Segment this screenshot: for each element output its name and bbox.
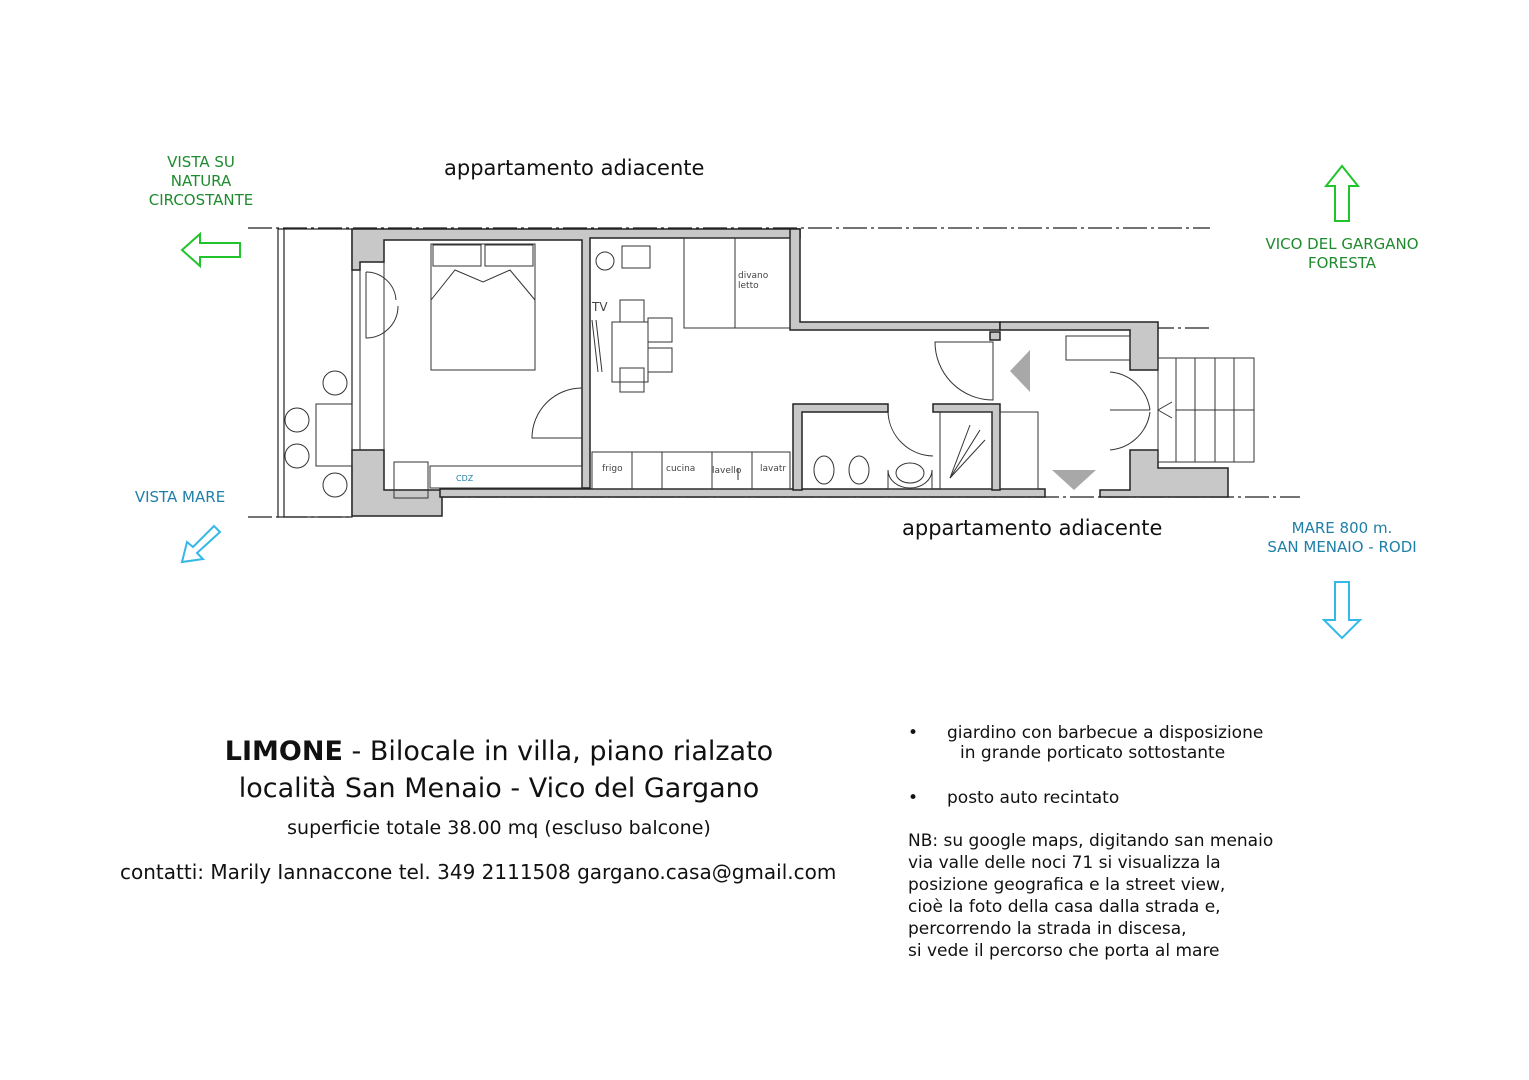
vico-label: VICO DEL GARGANO FORESTA <box>1265 235 1419 272</box>
shower <box>940 412 992 489</box>
view-sea-label: VISTA MARE <box>134 488 226 506</box>
table <box>612 322 648 382</box>
tv-label: TV <box>592 300 608 314</box>
bullet-parking: • posto auto recintato <box>908 788 1120 808</box>
view-nature-label: VISTA SU NATURA CIRCOSTANTE <box>148 153 254 209</box>
cdz-label: CDZ <box>456 474 474 483</box>
bullet-dot-icon: • <box>908 723 919 743</box>
listing-contacts: contatti: Marily Iannaccone tel. 349 2111508 gargano.casa@gmail.com <box>120 860 837 884</box>
mare-label: MARE 800 m. SAN MENAIO - RODI <box>1267 519 1417 556</box>
listing-surface: superficie totale 38.00 mq (escluso balcone) <box>287 817 711 839</box>
fridge-label: frigo <box>602 464 623 474</box>
marker-triangle <box>1052 470 1096 490</box>
listing-title: LIMONE - Bilocale in villa, piano rialzato <box>224 736 774 767</box>
bullet-garden: • giardino con barbecue a disposizione in grande porticato sottostante <box>908 723 1264 763</box>
washer-label: lavatr <box>760 464 787 474</box>
marker-triangle <box>1010 350 1030 392</box>
adjacent-bottom-label: appartamento adiacente <box>902 516 1163 540</box>
sofa-bed-label: divano letto <box>738 271 769 291</box>
bullet-dot-icon: • <box>908 788 919 808</box>
listing-location: località San Menaio - Vico del Gargano <box>238 773 760 804</box>
arrow-left-icon <box>182 234 240 266</box>
adjacent-top-label: appartamento adiacente <box>444 156 705 180</box>
maps-note: NB: su google maps, digitando san menaio via valle delle noci 71 si visualizza la posizione geografica e la street view, cioè la foto della casa dalla strada e, percorrendo la strada in discesa, si vede il percorso che porta al mare <box>908 831 1274 961</box>
arrow-down-icon <box>1324 582 1360 638</box>
sink-label: lavello <box>712 466 742 476</box>
sofa-bed <box>684 238 790 328</box>
arrow-up-icon <box>1326 166 1358 221</box>
cooker-label: cucina <box>666 464 696 474</box>
bed <box>431 244 535 370</box>
arrow-down-left-icon <box>182 526 220 562</box>
